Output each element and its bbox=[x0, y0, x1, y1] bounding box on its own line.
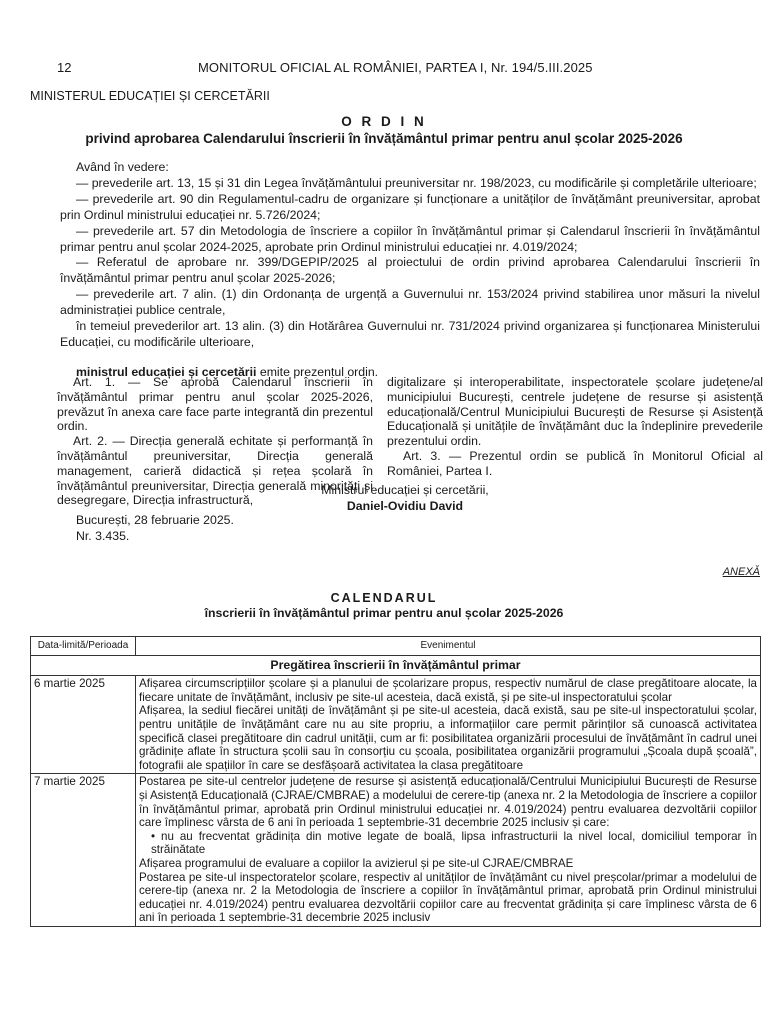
event-paragraph: Afișarea, la sediul fiecărei unități de învățământ și pe site-ul acesteia, dacă există, sau pe site-ul inspectoratului școlar, pentru unitățile de învățământ care nu au site propriu, a informațiilor care permit părinților să cunoască activitatea specifică clasei pregătitoare din cadrul unității, cum ar fi: posibilitatea organizării procesului de învățământ în cadrul unei grădinițe aflate în structura școlii sau în consorțiu cu școala, posibilitatea organizării programului „Școala după școală”, fotografii ale spațiilor în care se desfășoară activitatea la clasa pregătitoare bbox=[139, 704, 757, 772]
article-1: Art. 1. — Se aprobă Calendarul înscrierii în învățământul primar pentru anul școlar 2025-2026, prevăzut în anexa care face parte integrantă din prezentul ordin. bbox=[57, 375, 373, 434]
event-paragraph: Afișarea circumscripțiilor școlare și a planului de școlarizare propus, respectiv numărul de clase pregătitoare alocate, la fiecare unitate de învățământ, inclusiv pe site-ul acesteia, dacă există, și pe site-ul inspectoratului școlar bbox=[139, 677, 757, 704]
preamble-line: în temeiul prevederilor art. 13 alin. (3) din Hotărârea Guvernului nr. 731/2024 privind organizarea și funcționarea Ministerului Educației, cu modificările ulterioare, bbox=[60, 319, 760, 349]
page-number: 12 bbox=[57, 60, 72, 75]
signature-name: Daniel-Ovidiu David bbox=[346, 498, 464, 513]
preamble-line: — Referatul de aprobare nr. 399/DGEPIP/2025 al proiectului de ordin privind aprobarea Calendarului înscrierii în învățământul primar pentru anul școlar 2025-2026; bbox=[60, 255, 760, 286]
annex-label: ANEXĂ bbox=[722, 566, 760, 578]
running-header: MONITORUL OFICIAL AL ROMÂNIEI, PARTEA I, Nr. 194/5.III.2025 bbox=[198, 60, 593, 75]
preamble-line: Având în vedere: bbox=[76, 160, 169, 174]
article-2: Art. 2. — Direcția generală echitate și performanță în învățământul preuniversitar, Direcția generală management, carieră didactică și rețea școlară în învățământul preuniversitar, Direcția generală minorități și desegregare, Direcția infrastructură, bbox=[57, 434, 373, 508]
place-date-block bbox=[76, 513, 234, 544]
article-2-continued: digitalizare și interoperabilitate, inspectoratele școlare județene/al municipiului București, centrele județene de resurse și asistență educațională/Centrul Municipiului București de Resurse și Asistență Educațională și unitățile de învățământ duc la îndeplinire prevederile prezentului ordin. bbox=[387, 375, 763, 449]
signature-role: Ministrul educației și cercetării, bbox=[321, 483, 489, 497]
col-header-date: Data-limită/Perioada bbox=[31, 637, 136, 656]
event-paragraph: Postarea pe site-ul centrelor județene de resurse și asistență educațională/Centrului Municipiului București de Resurse și Asistență Educațională (CJRAE/CMBRAE) a modelului de cerere-tip (anexa nr. 2 la Metodologia de înscriere a copiilor în învățământul primar, aprobată prin Ordinul ministrului educației nr. 4.019/2024) pentru evaluarea dezvoltării copiilor care împlinesc vârsta de 6 ani în perioada 1 septembrie-31 decembrie 2025 inclusiv și care: bbox=[139, 775, 757, 830]
event-paragraph: Afișarea programului de evaluare a copiilor la avizierul și pe site-ul CJRAE/CMBRAE bbox=[139, 856, 574, 870]
place-date: București, 28 februarie 2025. bbox=[76, 513, 234, 527]
row-date: 7 martie 2025 bbox=[31, 774, 136, 927]
order-title: O R D I N bbox=[341, 114, 427, 129]
calendar-title: CALENDARUL bbox=[330, 591, 438, 605]
preamble-line: — prevederile art. 13, 15 și 31 din Legea învățământului preuniversitar nr. 198/2023, cu modificările și completările ulterioare; bbox=[76, 175, 757, 190]
preamble-line: — prevederile art. 7 alin. (1) din Ordonanța de urgență a Guvernului nr. 153/2024 privind stabilirea unor măsuri la nivelul administrației publice centrale, bbox=[60, 287, 760, 318]
row-event bbox=[136, 676, 761, 774]
signature bbox=[290, 483, 520, 514]
issuer-bold: ministrul educației și cercetării bbox=[76, 364, 257, 379]
col-header-event: Evenimentul bbox=[136, 637, 761, 656]
row-event bbox=[136, 774, 761, 927]
table-row bbox=[31, 774, 761, 927]
issuer-rest: emite prezentul ordin. bbox=[256, 364, 379, 379]
articles-right-column bbox=[387, 375, 763, 479]
event-paragraph: Postarea pe site-ul inspectoratelor școlare, respectiv al unităților de învățământ cu nivel preșcolar/primar a modelului de cerere-tip (anexa nr. 2 la Metodologia de înscriere a copiilor în învățământul primar, aprobată prin Ordinul ministrului educației nr. 4.019/2024) pentru evaluarea dezvoltării copiilor care au frecventat grădinița și care împlinesc vârsta de 6 ani în perioada 1 septembrie-31 decembrie 2025 inclusiv bbox=[139, 870, 757, 925]
table-header-row bbox=[31, 637, 761, 656]
preamble bbox=[60, 160, 760, 381]
preamble-line: — prevederile art. 57 din Metodologia de înscriere a copiilor în învățământul primar și Calendarul înscrierii în învățământul primar pentru anul școlar 2024-2025, aprobate prin Ordinul ministrului educației nr. 4.019/2024; bbox=[60, 223, 760, 254]
calendar-table bbox=[30, 636, 761, 927]
calendar-subtitle: înscrierii în învățământul primar pentru anul școlar 2025-2026 bbox=[204, 606, 564, 620]
ministry-name: MINISTERUL EDUCAȚIEI ȘI CERCETĂRII bbox=[30, 89, 270, 103]
table-row bbox=[31, 676, 761, 774]
row-date: 6 martie 2025 bbox=[31, 676, 136, 774]
event-bullet: • nu au frecventat grădinița din motive legate de boală, lipsa infrastructurii la nivel local, domiciliul temporar în străinătate bbox=[151, 829, 757, 857]
order-number: Nr. 3.435. bbox=[76, 528, 130, 543]
section-title: Pregătirea înscrierii în învățământul primar bbox=[31, 655, 761, 676]
article-3: Art. 3. — Prezentul ordin se publică în Monitorul Oficial al României, Partea I. bbox=[387, 448, 763, 478]
preamble-line: — prevederile art. 90 din Regulamentul-cadru de organizare și funcționare a unităților de învățământ preuniversitar, aprobat prin Ordinul ministrului educației nr. 5.726/2024; bbox=[60, 191, 760, 222]
order-subtitle: privind aprobarea Calendarului înscrierii în învățământul primar pentru anul școlar 2025-2026 bbox=[85, 131, 683, 146]
section-row bbox=[31, 655, 761, 676]
